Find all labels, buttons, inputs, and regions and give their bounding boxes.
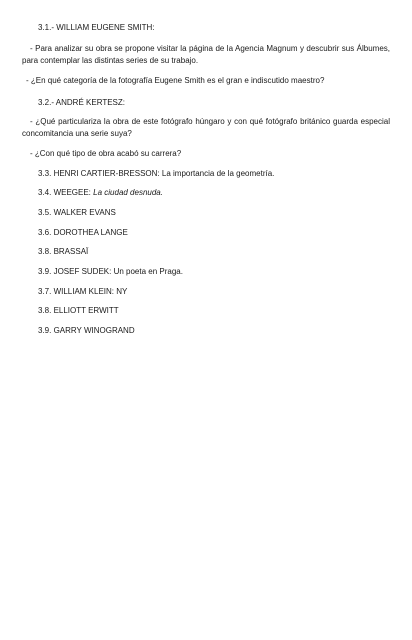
list-item-garry-winogrand: 3.9. GARRY WINOGRAND xyxy=(38,326,135,335)
list-item-william-klein: 3.7. WILLIAM KLEIN: NY xyxy=(38,287,128,296)
list-item-brassai: 3.8. BRASSAÏ xyxy=(38,247,89,256)
list-item-elliott-erwitt: 3.8. ELLIOTT ERWITT xyxy=(38,306,119,315)
list-item-josef-sudek: 3.9. JOSEF SUDEK: Un poeta en Praga. xyxy=(38,267,183,276)
question-kertesz-career: - ¿Con qué tipo de obra acabó su carrera? xyxy=(30,149,182,158)
paragraph-kertesz xyxy=(22,116,390,140)
list-item-weegee: 3.4. WEEGEE: La ciudad desnuda. xyxy=(38,188,163,197)
section-heading-kertesz: 3.2.- ANDRÉ KERTESZ: xyxy=(38,98,125,107)
list-item-cartier-bresson: 3.3. HENRI CARTIER-BRESSON: La importancia de la geometría. xyxy=(38,169,275,178)
question-smith-category: - ¿En qué categoría de la fotografía Eugene Smith es el gran e indiscutido maestro? xyxy=(26,76,325,85)
section-heading-smith: 3.1.- WILLIAM EUGENE SMITH: xyxy=(38,23,155,32)
list-item-walker-evans: 3.5. WALKER EVANS xyxy=(38,208,116,217)
paragraph-smith-magnum xyxy=(22,43,390,67)
paragraph-text: - ¿Qué particulariza la obra de este fotógrafo húngaro y con qué fotógrafo británico guarda especial concomitancia una serie suya? xyxy=(22,117,390,138)
paragraph-text: - Para analizar su obra se propone visitar la página de la Agencia Magnum y descubrir sus Álbumes, para contemplar las distintas series de su trabajo. xyxy=(22,44,390,65)
list-item-dorothea-lange: 3.6. DOROTHEA LANGE xyxy=(38,228,128,237)
